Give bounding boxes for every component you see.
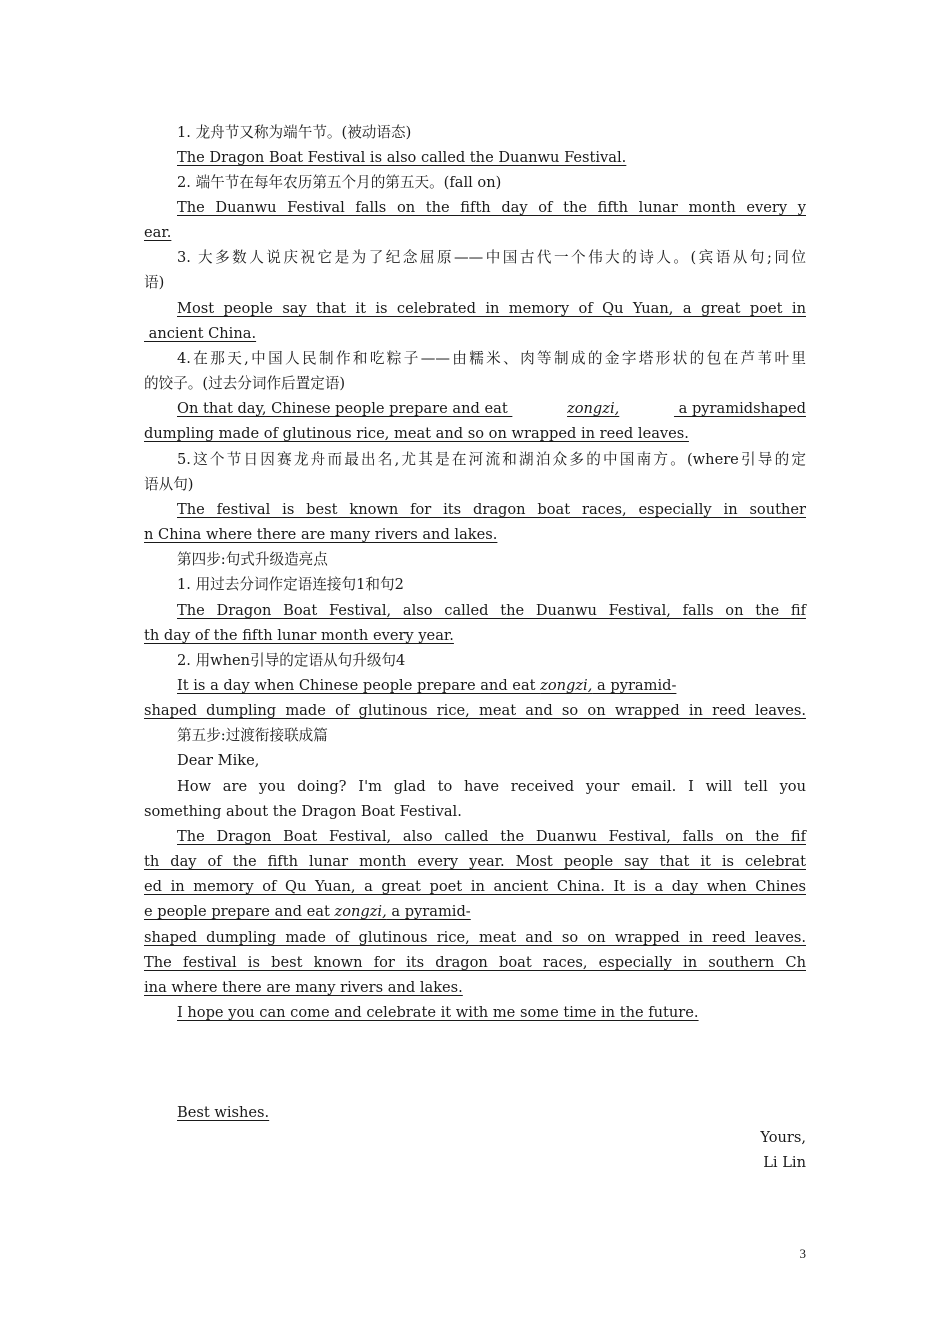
task-3-prompt-line-2: 语): [144, 274, 165, 291]
step-4-task-2-answer-line-2: shaped dumpling made of glutinous rice, meat and so on wrapped in reed leaves.: [144, 702, 806, 719]
step-4-task-1-answer-line-2: th day of the fifth lunar month every year.: [144, 627, 454, 644]
step-5-heading: 第五步:过渡衔接联成篇: [177, 727, 328, 744]
task-3-answer-line-1: Most people say that it is celebrated in memory of Qu Yuan, a great poet in: [177, 300, 806, 317]
answer-text: a pyramid-: [386, 903, 471, 920]
letter-body-line-1: The Dragon Boat Festival, also called the Duanwu Festival, falls on the fif: [177, 828, 806, 845]
task-4-prompt-line-1: 4.在那天,中国人民制作和吃粽子——由糯米、肉等制成的金字塔形状的包在芦苇叶里: [177, 350, 806, 367]
zongzi-term: zongzi,: [567, 400, 620, 417]
answer-text: It is a day when Chinese people prepare and eat: [177, 677, 541, 694]
letter-body-line-4: [144, 899, 471, 924]
letter-signature: Li Lin: [763, 1154, 806, 1171]
letter-body-line-5: shaped dumpling made of glutinous rice, meat and so on wrapped in reed leaves.: [144, 929, 806, 946]
task-5-answer-line-2: n China where there are many rivers and lakes.: [144, 526, 498, 543]
task-2-answer-line-2: ear.: [144, 224, 172, 241]
task-2-answer-line-1: The Duanwu Festival falls on the fifth day of the fifth lunar month every y: [177, 199, 806, 216]
letter-body-line-2: th day of the fifth lunar month every year. Most people say that it is celebrat: [144, 853, 806, 870]
answer-text: e people prepare and eat: [144, 903, 335, 920]
step-4-task-1-answer-line-1: The Dragon Boat Festival, also called the Duanwu Festival, falls on the fif: [177, 602, 806, 619]
answer-text: a pyramid-: [592, 677, 677, 694]
letter-opening-line-1: How are you doing? I'm glad to have received your email. I will tell you: [177, 778, 806, 795]
letter-body-line-6: The festival is best known for its dragon boat races, especially in southern Ch: [144, 954, 806, 971]
letter-closing-hope: I hope you can come and celebrate it with me some time in the future.: [177, 1004, 699, 1021]
task-5-answer-line-1: The festival is best known for its dragon boat races, especially in souther: [177, 501, 806, 518]
task-2-prompt: 2. 端午节在每年农历第五个月的第五天。(fall on): [177, 174, 502, 191]
task-4-answer-line-2: dumpling made of glutinous rice, meat and so on wrapped in reed leaves.: [144, 425, 689, 442]
zongzi-term: zongzi,: [540, 677, 593, 694]
letter-yours: Yours,: [760, 1129, 806, 1146]
task-5-prompt-line-1: 5.这个节日因赛龙舟而最出名,尤其是在河流和湖泊众多的中国南方。(where引导的定: [177, 451, 806, 468]
letter-body-line-7: ina where there are many rivers and lakes.: [144, 979, 463, 996]
letter-body-line-3: ed in memory of Qu Yuan, a great poet in ancient China. It is a day when Chines: [144, 878, 806, 895]
step-4-heading: 第四步:句式升级造亮点: [177, 551, 328, 568]
task-1-answer: The Dragon Boat Festival is also called the Duanwu Festival.: [177, 149, 627, 166]
task-3-prompt-line-1: 3. 大多数人说庆祝它是为了纪念屈原——中国古代一个伟大的诗人。(宾语从句;同位: [177, 249, 806, 266]
zongzi-term: zongzi,: [334, 903, 387, 920]
letter-opening-line-2: something about the Dragon Boat Festival.: [144, 803, 462, 820]
task-5-prompt-line-2: 语从句): [144, 476, 194, 493]
letter-sign-off: Best wishes.: [177, 1104, 270, 1121]
task-1-prompt: 1. 龙舟节又称为端午节。(被动语态): [177, 124, 412, 141]
page-number: 3: [799, 1246, 806, 1261]
answer-text: On that day, Chinese people prepare and eat: [177, 400, 513, 417]
step-4-task-2-prompt: 2. 用when引导的定语从句升级句4: [177, 652, 406, 669]
letter-salutation: Dear Mike,: [177, 752, 260, 769]
step-4-task-1-prompt: 1. 用过去分词作定语连接句1和句2: [177, 576, 404, 593]
answer-text: a pyramidshaped: [673, 400, 806, 417]
task-4-prompt-line-2: 的饺子。(过去分词作后置定语): [144, 375, 346, 392]
task-4-answer-line-1: [177, 396, 806, 421]
step-4-task-2-answer-line-1: [177, 673, 676, 698]
task-3-answer-line-2: ancient China.: [144, 325, 257, 342]
